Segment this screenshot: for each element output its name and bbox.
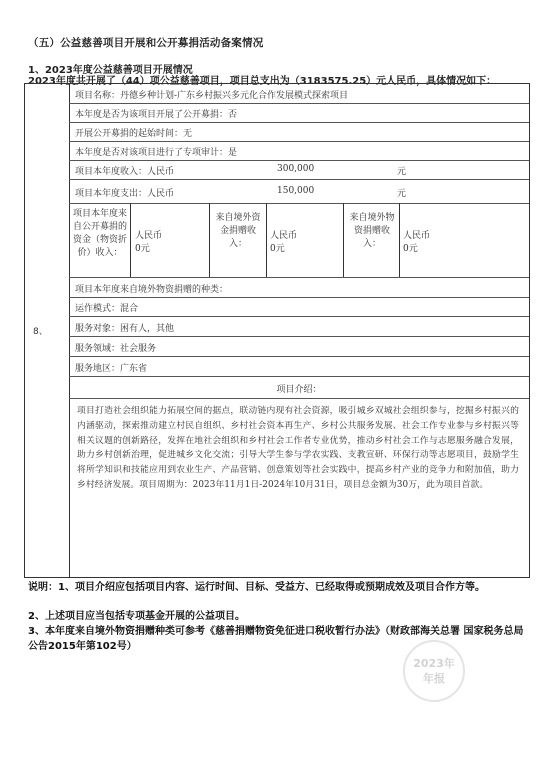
row-line: [69, 160, 529, 161]
intro-text: 项目打造社会组织能力拓展空间的据点，联动链内现有社会资源，吸引城乡双城社会组织参与，挖掘乡村振兴的内涵驱动，探索推动建立村民自组织、乡村社会资本再生产、乡村公共服务发展、社会工作专业参与乡村振兴等相关议题的创新路径，发挥在地社会组织和乡村社会工作者专业优势，推动乡村社会工作与志愿服务融合发展，助力乡村创新治理，促进城乡文化交流；引导大学生参与学农实践、支教宣研、环保行动等志愿项目，鼓励学生将所学知识和技能应用到农业生产、产品营销、创意策划等社会实践中，提高乡村产业的竞争力和附加值，助力乡村经济发展。项目周期为：2023年11月1日-2024年10月31日，项目总金额为30万，此为项目首款。: [77, 406, 519, 490]
summary-line: 2023年度共开展了（44）项公益慈善项目，项目总支出为（3183575.25）元人民币，具体情况如下：: [28, 76, 497, 87]
operation-mode: 运作模式：混合: [75, 304, 139, 314]
row-line: [69, 316, 529, 317]
fund-divider: [130, 203, 131, 277]
row-line: [69, 122, 529, 123]
foreign-goods-header: 来自境外物资捐赠收入：: [349, 213, 395, 249]
fundraising-start-time: 开展公开募捐的起始时间：无: [75, 129, 193, 139]
row-line: [69, 356, 529, 357]
sub-title: 1、2023年度公益慈善项目开展情况: [28, 65, 193, 76]
project-name: 项目名称：丹德乡种计划-广东乡村振兴多元化合作发展模式探索项目: [75, 91, 349, 101]
foreign-goods-type: 项目本年度来自境外物资捐赠的种类：: [75, 285, 229, 295]
project-table: [24, 83, 530, 578]
row-line: [69, 376, 529, 377]
income-label: 项目本年度收入：人民币: [75, 167, 175, 177]
public-fund-value: 人民币 0元: [135, 231, 163, 254]
service-region: 服务地区：广东省: [75, 364, 148, 374]
foreign-fund-header: 来自境外资金捐赠收入：: [215, 213, 261, 249]
service-target: 服务对象：困有人，其他: [75, 324, 175, 334]
note-3: 3、本年度来自境外物资捐赠种类可参考《慈善捐赠物资免征进口税收暂行办法》（财政部海关总署 国家税务总局公告2015年第102号）: [28, 626, 524, 652]
foreign-goods-value: 人民币 0元: [403, 231, 431, 254]
section-title: （五）公益慈善项目开展和公开募捐活动备案情况: [28, 37, 264, 49]
public-fund-header: 项目本年度来自公开募捐的资金（物资折价）收入：: [73, 209, 128, 258]
fund-divider: [209, 203, 210, 277]
income-unit: 元: [397, 167, 407, 177]
row-line: [69, 179, 529, 180]
expense-label: 项目本年度支出：人民币: [75, 189, 175, 199]
expense-unit: 元: [397, 189, 407, 199]
fund-divider: [343, 203, 344, 277]
row-line: [69, 297, 529, 298]
index-divider: [69, 84, 70, 577]
annual-report-stamp: 2023年 年报: [403, 640, 465, 702]
special-audit: 本年度是否对该项目进行了专项审计：是: [75, 148, 238, 158]
row-index: 8、: [33, 327, 48, 337]
note-2: 2、上述项目应当包括专项基金开展的公益项目。: [28, 611, 245, 622]
fund-divider: [266, 203, 267, 277]
row-line: [69, 203, 529, 204]
expense-value: 150,000: [277, 186, 315, 196]
row-line: [69, 398, 529, 399]
income-value: 300,000: [277, 164, 315, 174]
row-line: [69, 141, 529, 142]
note-1: 说明：1、项目介绍应包括项目内容、运行时间、目标、受益方、已经取得或预期成效及项目合作方等。: [28, 582, 485, 593]
row-line: [69, 336, 529, 337]
service-field: 服务领域：社会服务: [75, 344, 157, 354]
foreign-fund-value: 人民币 0元: [270, 231, 298, 254]
fund-divider: [399, 203, 400, 277]
row-line: [69, 103, 529, 104]
intro-header: 项目介绍：: [276, 385, 322, 395]
row-line: [69, 277, 529, 278]
public-fundraising: 本年度是否为该项目开展了公开募捐：否: [75, 110, 238, 120]
